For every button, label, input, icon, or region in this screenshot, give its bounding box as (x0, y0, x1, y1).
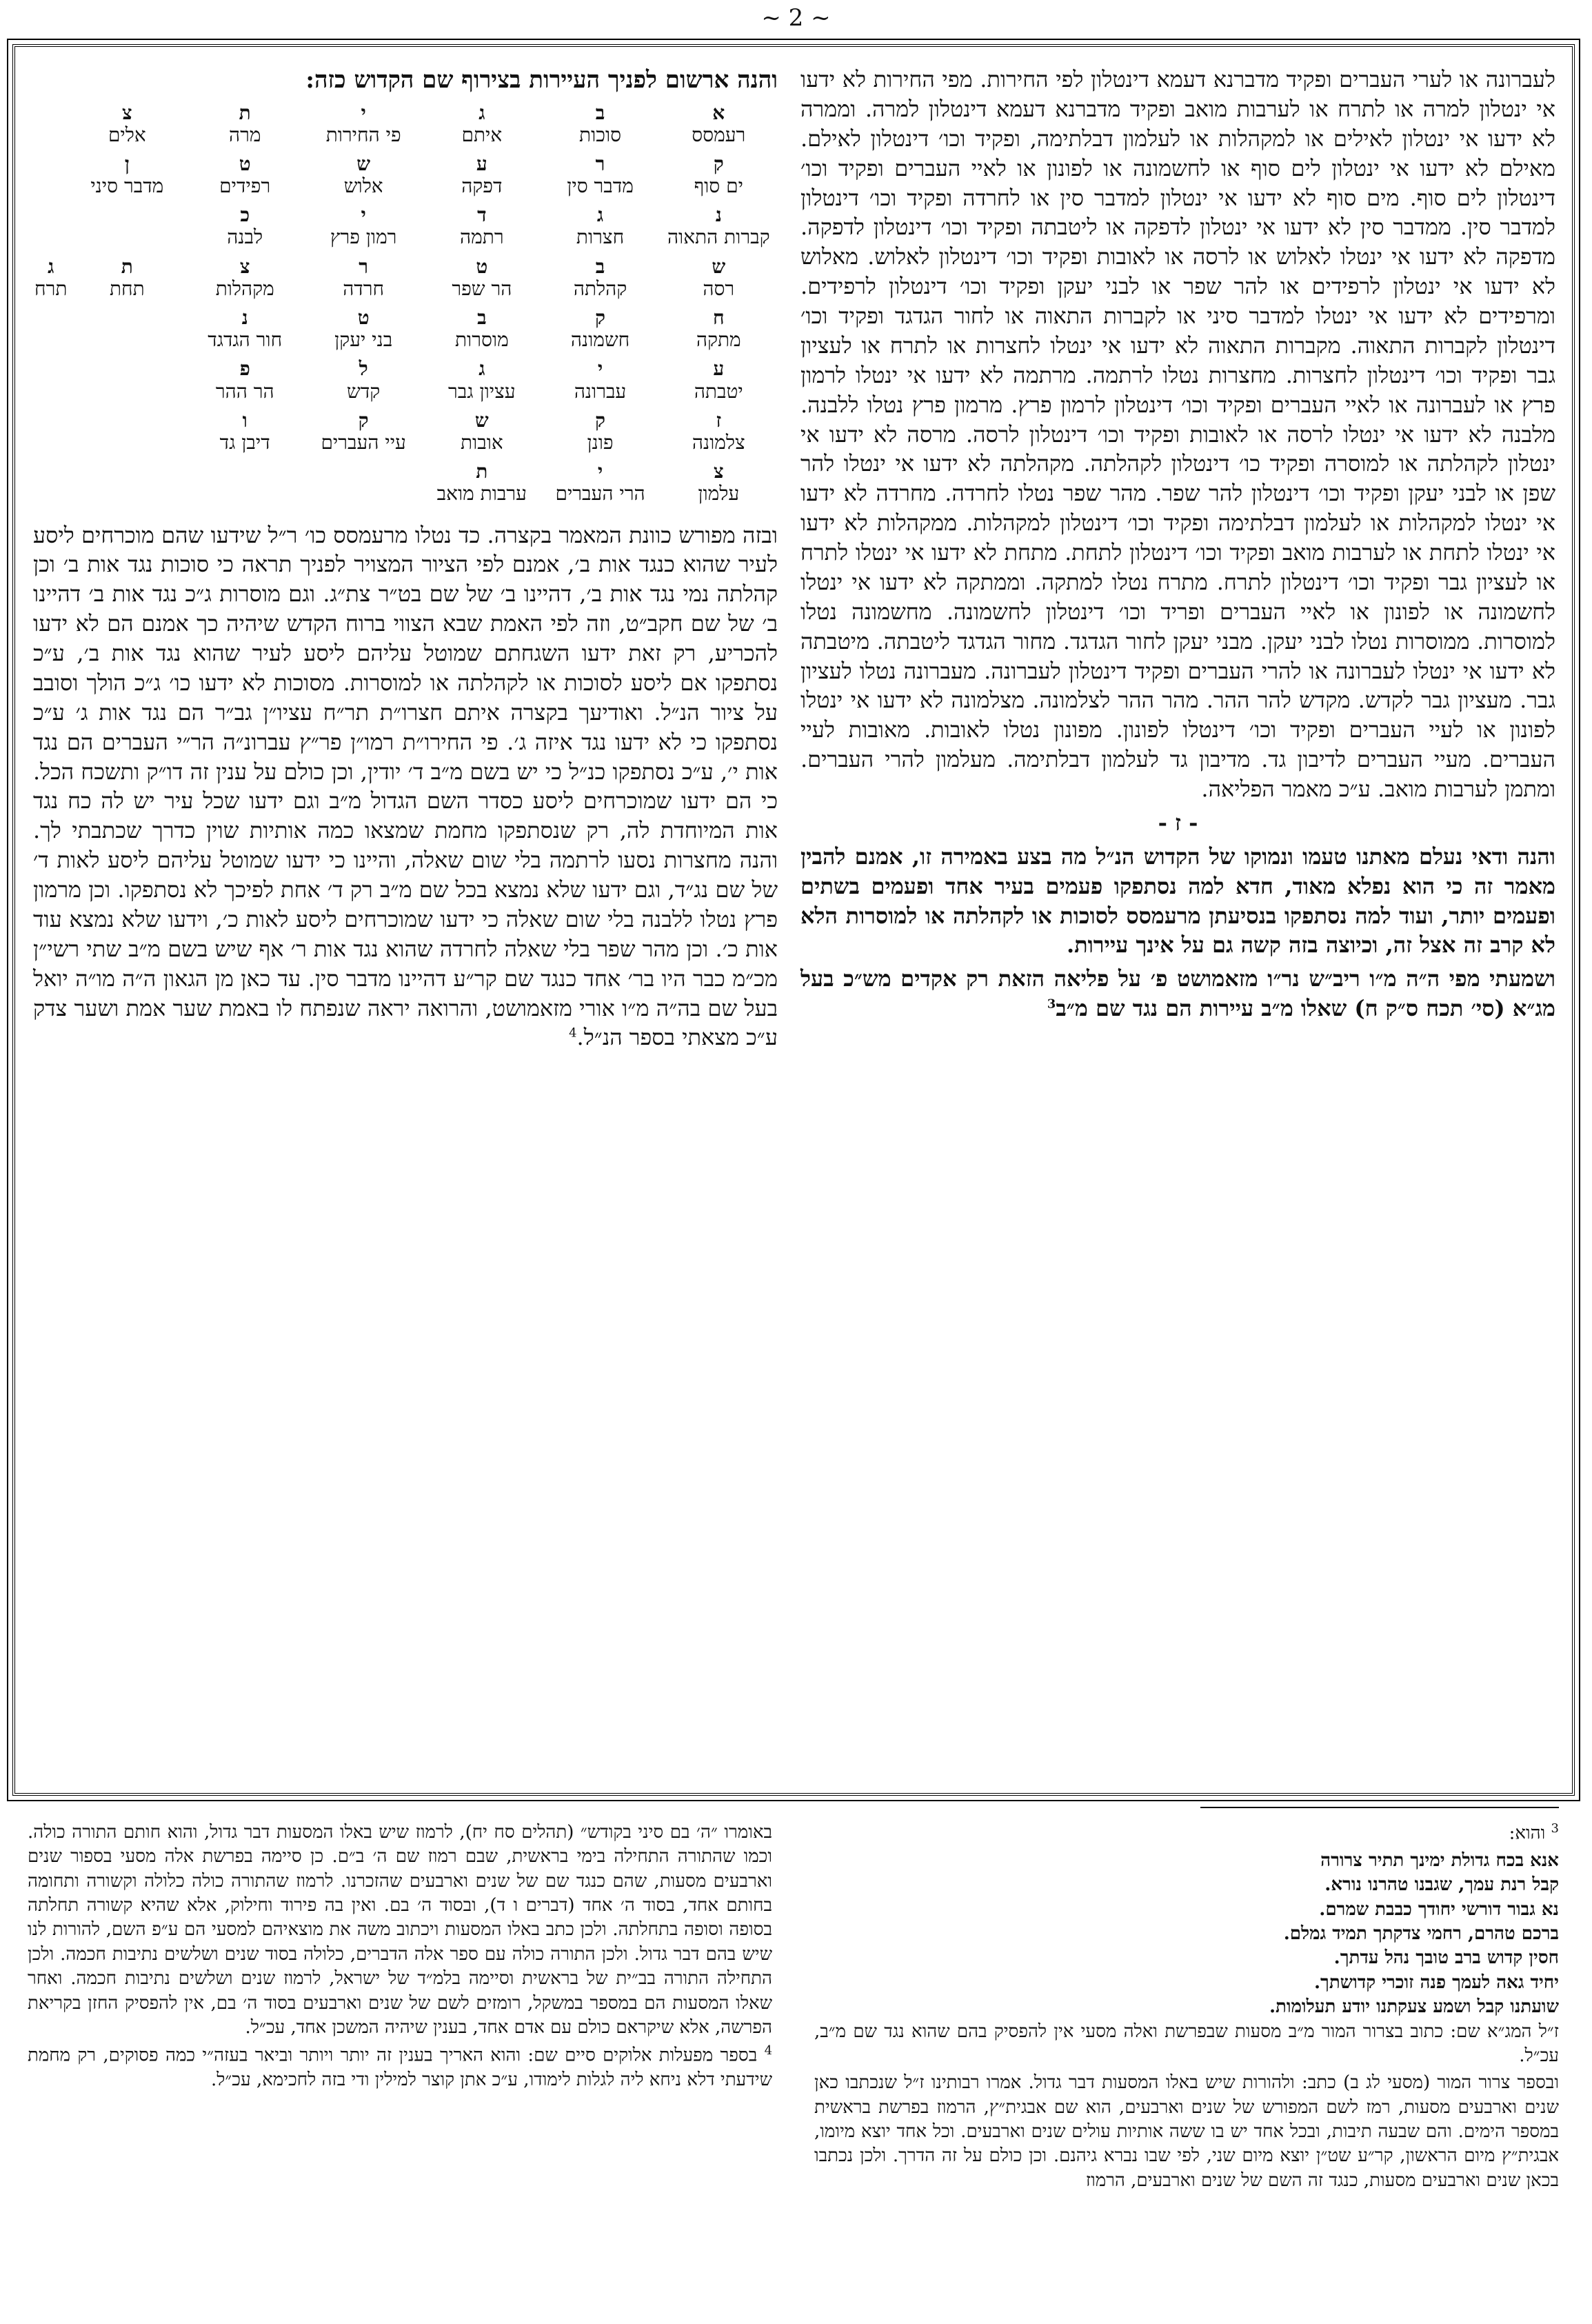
grid-cell (660, 408, 778, 459)
grid-cell (68, 254, 185, 305)
grid-place: סוכות (579, 123, 622, 146)
grid-place: מקהלות (215, 277, 274, 300)
name-grid (33, 101, 778, 511)
grid-place: מדבר סין (567, 174, 634, 198)
grid-cell (68, 152, 185, 203)
grid-letter: ק (358, 408, 369, 432)
grid-place: לבנה (227, 226, 263, 249)
grid-letter: ש (712, 254, 726, 278)
grid-letter: ג (596, 203, 604, 227)
grid-row (33, 203, 778, 254)
poem-line: יחיד גאה לעמך פנה זוכרי קדושתך. (1314, 1972, 1559, 1993)
grid-cell (304, 408, 423, 459)
grid-cell (541, 305, 660, 357)
grid-place: דיבן גד (219, 430, 270, 454)
grid-letter: צ (713, 460, 724, 483)
footnote-3-intro-text: והוא: (1509, 1823, 1546, 1844)
grid-row (33, 254, 778, 305)
grid-cell (304, 254, 423, 305)
grid-cell (541, 101, 660, 152)
grid-letter: ו (242, 408, 248, 432)
grid-letter: ט (239, 152, 251, 175)
grid-cell (68, 408, 185, 459)
grid-cell (660, 305, 778, 357)
grid-cell (185, 408, 304, 459)
grid-place: פי החירות (325, 123, 401, 146)
grid-row (33, 101, 778, 152)
grid-cell (185, 357, 304, 408)
grid-letter: ט (476, 254, 488, 278)
grid-letter: ק (595, 306, 606, 330)
grid-row (33, 152, 778, 203)
grid-place: צלמונה (692, 430, 745, 454)
grid-cell (304, 357, 423, 408)
grid-letter: א (712, 101, 725, 124)
grid-cell (185, 203, 304, 254)
footnote-3-number: 3 (1551, 1821, 1559, 1836)
grid-cell (423, 152, 541, 203)
grid-letter: ק (595, 408, 606, 432)
grid-place: אלים (108, 123, 146, 146)
poem-line: חסין קדוש ברב טובך נהל עדתך. (1333, 1947, 1559, 1969)
grid-letter: צ (121, 101, 132, 124)
footnote-3-intro (814, 1821, 1559, 1846)
grid-place: חצרות (576, 226, 625, 249)
grid-place: עברונה (574, 379, 627, 403)
left-col-paragraph (33, 521, 778, 1053)
right-col-paragraph: לעברונה או לערי העברים ופקיד מדברנא דעמא דינטלון לפי החירות. מפי החירות לא ידעו אי ינטלון למרה או לתרח או לערבות מואב ופקיד מדברנא דעמא דינטלון למרה. וממרה לא ידעו אי ינטלון לאילים או למקהלות או לעלמון דבלתימה, ופקיד וכו׳ דינטלון לאילם. מאילם לא ידעו אי ינטלון לים סוף או לחשמונה או לפונון או לאיי העברים ופקיד וכו׳ דינטלון לים סוף. מים סוף לא ידעו אי ינטלון למדבר סין או לחרדה ופקיד וכו׳ דינטלון למדבר סין. ממדבר סין לא ידעו אי ינטלון לדפקה או ליטבתה ופקיד וכו׳ דינטלון לדפקה. מדפקה לא ידעו אי ינטלו לאלוש או לרסה או לאובות ופקיד וכו׳ דינטלון לאלוש. מאלוש לא ידעו אי ינטלון לרפידים או להר שפר או לבני יעקן ופקיד וכו׳ דינטלון לרפידים. ומרפידים לא ידעו אי ינטלו למדבר סיני או לקברות התאוה או לחור הגדגד ופקיד וכו׳ דינטלון לקברות התאוה. מקברות התאוה לא ידעו אי ינטלו לחצרות או לתרח או לעציון גבר ופקיד וכו׳ דינטלון לחצרות. מחצרות נטלו לרתמה. מרתמה לא ידעו אי ינטלו לרמון פרץ או לעברונה או לאיי העברים ופקיד וכו׳ דינטלון לרמון פרץ. מרמון פרץ נטלו ללבנה. מלבנה לא ידעו אי ינטלו לרסה או לאובות ופקיד וכו׳ דינטלון לרסה. מרסה לא ידעו אי ינטלון לקהלתה או למוסרה ופקיד כו׳ דינטלון לקהלתה. מקהלתה לא ידעו אי ינטלו להר שפן או לבני יעקן ופקיד וכו׳ דינטלון להר שפר. מהר שפר נטלו לחרדה. מחרדה לא ידעו אי ינטלו למקהלות או לעלמון דבלתימה ופקיד וכו׳ דינטלון למקהלות. ממקהלות לא ידעו אי ינטלו לתחת או לערבות מואב ופקיד וכו׳ דינטלון לתחת. מתחת לא ידעו אי ינטלו לתרח או לעציון גבר ופקיד וכו׳ דינטלון לתרח. מתרח נטלו למתקה. וממתקה לא ידעו אי ינטלו לחשמונה או לפונון או לאיי העברים ופריד וכו׳ דינטלון לחשמונה. מחשמונה נטלו למוסרות. ממוסרות נטלו לבני יעקן. מבני יעקן לחור הגדגד. מחור הגדגד ליטבתה. מיטבתה לא ידעו אי ינטלו לעברונה או להרי העברים ופקיד דינטלון לעברונה. מעברונה נטלו לעציון גבר. מעציון גבר לקדש. מקדש להר ההר. מהר ההר לצלמונה. מצלמונה לא ידעו אי ינטלו לפונון או לעיי העברים ופקיד וכו׳ דינטלו לפונון. מפונון נטלו לאובות. מאובות לעיי העברים. מעיי העברים לדיבון גד. מדיבון גד לעלמון דבלתימה. מעלמון להרי העברים. ומתמן לערבות מואב. ע״כ מאמר הפליאה. (800, 66, 1556, 802)
grid-cell (304, 203, 423, 254)
grid-place: הר ההר (215, 379, 274, 403)
grid-place: קהלתה (573, 277, 627, 300)
grid-place: רפידים (219, 174, 271, 198)
left-col-paragraph-body: ובזה מפורש כוונת המאמר בקצרה. כד נטלו מרעמסס כו׳ ר״ל שידעו שהם מוכרחים ליסע לעיר שהוא כנגד אות ב׳, אמנם לפי הציור המצויר לפניך תראה כי סוכות נגד אות ב׳ וכן קהלתה נמי נגד אות ב׳, דהיינו ב׳ של שם בט״ר צת״ג. וגם מוסרות ג״כ נגד אות ב׳ דהיינו ב׳ של שם חקב״ט, וזה לפי האמת שבא הצווי ברוח הקדש שיהיה כך אמנם הם לא ידעו להכריע, רק זאת ידעו השגחתם שמוטל עליהם ליסע לעיר שהוא נגד אות ב׳, ע״כ נסתפקו אם ליסע לסוכות או לקהלתה או למוסרות. מסוכות לא ידעו כו׳ ג״כ הולך וסובב על ציור הנ״ל. ואודיעך בקצרה איתם חצרו״ת תר״ח עציו״ן גב״ר הם נגד אות ג׳ ע״כ נסתפקו כי לא ידעו נגד איזה ג׳. פי החירו״ת רמו״ן פר״ץ עברונ״ה הר״י העברים הם נגד אות י׳, ע״כ נסתפקו כנ״ל כי יש בשם מ״ב ד׳ יודין, וכן כולם על ענין זה דו״ק ותשכח הכל. כי הם ידעו שמוכרחים ליסע כסדר השם הגדול מ״ב וגם ידעו שכל עיר יש לה כח נגד אות המיוחדת לה, רק שנסתפקו מחמת שמצאו כמה אותיות שוין כדרך שכתבתי לך. והנה מחצרות נסעו לרתמה בלי שום שאלה, והיינו כי ידעו שמוטל עליהם ליסע לאות ד׳ של שם נג״ד, וגם ידעו שלא נמצא בכל שם מ״ב רק ד׳ אחת לפיכך לא נסתפקו. וכן מרמון פרץ נטלו ללבנה בלי שום שאלה כי ידעו שמוכרחים ליסע לאות כ׳, וידעו שלא נמצא עוד אות כ׳. וכן מהר שפר בלי שאלה לחרדה שהוא נגד אות ר׳ אף שיש בשם מ״ב שתי רשי״ן מכ״מ כבר היו בר׳ אחד כנגד שם קר״ע דהיינו מדבר סין. עד כאן מן הגאון ה״ה מו״ה יואל בעל שם בה״ה מ״ו אורי מזאמושט, והרואה יראה שנפתח לו באמת שער אמת ושער צדק ע״כ מצאתי בספר הנ״ל. (33, 521, 778, 1051)
grid-row (33, 357, 778, 408)
grid-place: תרח (34, 277, 68, 300)
grid-cell (541, 357, 660, 408)
grid-place: רתמה (460, 226, 504, 249)
grid-letter: נ (241, 306, 248, 330)
grid-place: הר שפר (452, 277, 512, 300)
grid-cell (68, 357, 185, 408)
footnotes-right (814, 1821, 1559, 2196)
grid-letter: י (361, 101, 366, 124)
grid-letter: ז (716, 408, 722, 432)
grid-place: מתקה (696, 328, 741, 352)
grid-letter: ב (477, 306, 487, 330)
grid-cell (304, 101, 423, 152)
section-mark: - ז - (1158, 809, 1198, 836)
closing-text-body: ושמעתי מפי ה״ה מ״ו ריב״ש נר״ו מזאמושט פ׳ על פליאה הזאת רק אקדים מש״כ בעל מג״א (סי׳ תכח ס״ק ח) שאלו מ״ב עיירות הם נגד שם מ״ב (800, 965, 1555, 1022)
grid-place: חשמונה (570, 328, 630, 352)
grid-cell (33, 254, 68, 305)
grid-place: בני יעקן (334, 328, 393, 352)
grid-place: חור הגדגד (208, 328, 283, 352)
grid-cell (423, 357, 541, 408)
grid-place: קברות התאוה (667, 226, 770, 249)
poem-line: ברכם טהרם, רחמי צדקתך תמיד גמלם. (1283, 1923, 1559, 1945)
grid-row (33, 305, 778, 357)
grid-cell (541, 254, 660, 305)
grid-letter: ב (595, 254, 605, 278)
footnote-3-continuation: באומרו ״ה׳ בם סיני בקודש״ (תהלים סח יח), לרמוז שיש באלו המסעות דבר גדול, והוא חותם התורה כולה. וכמו שהתורה התחילה בימי בראשית, שבם רמוז שם ה׳ ב״ם. כן סיימה בפרשת אלה מסעי בספור שנים וארבעים מסעות, שהם כנגד שם של שנים וארבעים שהזכרנו. לרמוז שהתורה כולה כלולה וקשורה ותחומה בחותם אחד, בסוד ה׳ אחד (דברים ו ד), ובסוד ה׳ בם. ואין בה פירוד וחילוק, אלא שהיא קשורה תחלתה בסופה וסופה בתחלתה. ולכן כתב באלו המסעות ויכתוב משה את מוצאיהם למסעי הם ע״פ השם, להורות לנו שיש בהם דבר גדול. ולכן התורה כולה עם ספר אלה הדברים, כלולה בסוד שנים ושלשים נתיבות חכמה. ולכן התחילה התורה בב״ית של בראשית וסיימה בלמ״ד של ישראל, לרמוז שנים ושלשים נתיבות חכמה. ואחר שאלו המסעות הם במספר במשקל, רומזים לשם של שנים וארבעים בסוד ה׳ בם, אין להפסיק החזן בקריאת הפרשה, אלא שיקראם כולם עם אדם אחד, בענין שיהיה המשכן אחד, עכ״ל. (28, 1822, 772, 2038)
footnotes-left (28, 1821, 772, 2096)
grid-cell (423, 459, 541, 510)
closing-text (800, 964, 1555, 1023)
grid-row (33, 459, 778, 510)
grid-cell (304, 459, 423, 510)
page-number: ~ 2 ~ (761, 4, 831, 32)
grid-letter: ר (359, 254, 369, 278)
grid-cell (423, 408, 541, 459)
grid-letter: ח (712, 306, 725, 330)
grid-place: אובות (460, 430, 503, 454)
grid-place: ים סוף (694, 174, 743, 198)
grid-cell (423, 305, 541, 357)
grid-cell (660, 254, 778, 305)
grid-letter: ט (357, 306, 370, 330)
grid-place: פונן (587, 430, 614, 454)
grid-cell (185, 152, 304, 203)
footnote-4-number: 4 (764, 2043, 773, 2058)
poem-line: נא גבור דורשי יחודך כבבת שמרם. (1319, 1899, 1559, 1920)
grid-place: יטבתה (694, 379, 743, 403)
grid-cell (660, 459, 778, 510)
grid-place: תחת (109, 277, 145, 300)
grid-place: הרי העברים (555, 482, 645, 505)
grid-letter: ש (474, 408, 489, 432)
grid-place: עיי העברים (321, 430, 406, 454)
grid-heading: והנה ארשום לפניך העיירות בצירוף שם הקדוש כזה: (305, 66, 778, 94)
page-frame (12, 44, 1575, 1796)
grid-letter: ן (124, 152, 130, 175)
grid-letter: ג (48, 254, 54, 278)
grid-letter: צ (239, 254, 250, 278)
grid-cell (541, 408, 660, 459)
ana-bekoach-poem (814, 1849, 1559, 2020)
grid-cell (660, 152, 778, 203)
poem-line: שועתנו קבל ושמע צעקתנו יודע תעלומות. (1269, 1996, 1559, 2018)
grid-place: אלוש (343, 174, 383, 198)
grid-cell (423, 203, 541, 254)
footnote-4-text: בספר מפעלות אלוקים סיים שם: והוא האריך בענין זה יותר ויותר וביאר בעזה״י כמה פסוקים, רק מחמת שידעתי דלא ניחא ליה לגלות לימודו, ע״כ אתן קוצר למילין ודי בזה לחכימא, עכ״ל. (28, 2045, 772, 2091)
grid-cell (68, 459, 185, 510)
right-column (800, 65, 1555, 1028)
grid-place: עלמון (698, 482, 740, 505)
footnote-ref-4[interactable]: 4 (569, 1025, 577, 1041)
grid-letter: ר (595, 152, 605, 175)
grid-place: רסה (703, 277, 735, 300)
grid-letter: ק (713, 152, 724, 175)
left-column (33, 65, 778, 1056)
grid-place: עציון גבר (448, 379, 516, 403)
section-text: והנה ודאי נעלם מאתנו טעמו ונמוקו של הקדוש הנ״ל מה בצע באמירה זו, אמנם להבין מאמר זה כי הוא נפלא מאוד, חדא למה נסתפקו פעמים בעיר אחד ופעמים בשתים ופעמים יותר, ועוד למה נסתפקו בנסיעתן מרעמסס לסוכות או לקהלתה או למוסרות הלא לא קרב זה אצל זה, וכיוצה בזה קשה גם על אינך עיירות. (800, 843, 1555, 959)
grid-letter: י (597, 357, 603, 381)
grid-cell (185, 459, 304, 510)
grid-cell (185, 101, 304, 152)
grid-letter: ל (359, 357, 368, 381)
grid-letter: פ (239, 357, 250, 381)
grid-cell (68, 101, 185, 152)
grid-letter: ב (595, 101, 605, 124)
grid-place: מוסרות (454, 328, 509, 352)
grid-place: מדבר סיני (90, 174, 164, 198)
grid-cell (660, 203, 778, 254)
grid-letter: ת (121, 254, 133, 278)
grid-place: רמון פרץ (330, 226, 397, 249)
grid-cell (541, 203, 660, 254)
grid-letter: ת (476, 460, 488, 483)
grid-letter: כ (240, 203, 250, 227)
grid-place: מרה (228, 123, 261, 146)
grid-letter: נ (715, 203, 722, 227)
grid-cell (68, 305, 185, 357)
grid-cell (68, 203, 185, 254)
grid-place: ערבות מואב (436, 482, 527, 505)
grid-letter: י (361, 203, 366, 227)
grid-cell (660, 101, 778, 152)
grid-place: דפקה (461, 174, 503, 198)
grid-row (33, 408, 778, 459)
grid-cell (304, 152, 423, 203)
grid-cell (304, 305, 423, 357)
grid-place: רעמסס (692, 123, 746, 146)
grid-cell (660, 357, 778, 408)
grid-letter: ש (356, 152, 371, 175)
grid-cell (185, 305, 304, 357)
footnote-4 (28, 2043, 772, 2092)
grid-letter: ג (478, 357, 485, 381)
grid-cell (423, 254, 541, 305)
grid-cell (541, 152, 660, 203)
grid-letter: ת (239, 101, 251, 124)
grid-place: קדש (347, 379, 381, 403)
footnote-rule (1200, 1807, 1559, 1808)
grid-place: איתם (461, 123, 503, 146)
grid-cell (423, 101, 541, 152)
grid-letter: ע (713, 357, 725, 381)
poem-line: קבל רנת עמך, שגבנו טהרנו נורא. (1324, 1874, 1559, 1896)
grid-letter: ד (477, 203, 487, 227)
footnote-3-p2: ובספר צרור המור (מסעי לג ב) כתב: ולהורות שיש באלו המסעות דבר גדול. אמרו רבותינו ז״ל שנכתבו כאן שנים וארבעים מסעות, רמז לשם המפורש של שנים וארבעים, הוא שם אבגית״ץ, הרמוז בפרשת בראשית במספר הימים. והם שבעה תיבות, ובכל אחד יש בו ששה אותיות עולים שנים וארבעים. וכל אחד יוצא מיומו, אבגית״ץ מיום הראשון, קר״ע שט״ן יוצא מיום שני, לפי שבו נברא גיהנם. וכן כולם על זה הדרך. ולכן נכתבו בכאן שנים וארבעים מסעות, כנגד זה השם של שנים וארבעים, הרמוז (814, 2072, 1559, 2191)
grid-cell (185, 254, 304, 305)
grid-place: חרדה (343, 277, 385, 300)
grid-letter: י (597, 460, 603, 483)
grid-letter: ג (478, 101, 485, 124)
poem-line: אנא בכח גדולת ימינך תתיר צרורה (1320, 1850, 1559, 1872)
footnote-3-p1: ז״ל המג״א שם: כתוב בצרור המור מ״ב מסעות שבפרשת ואלה מסעי אין להפסיק בהם שהוא נגד שם מ״ב, עכ״ל. (814, 2021, 1559, 2066)
grid-letter: ע (476, 152, 487, 175)
grid-cell (541, 459, 660, 510)
footnote-ref-3[interactable]: 3 (1047, 996, 1056, 1012)
